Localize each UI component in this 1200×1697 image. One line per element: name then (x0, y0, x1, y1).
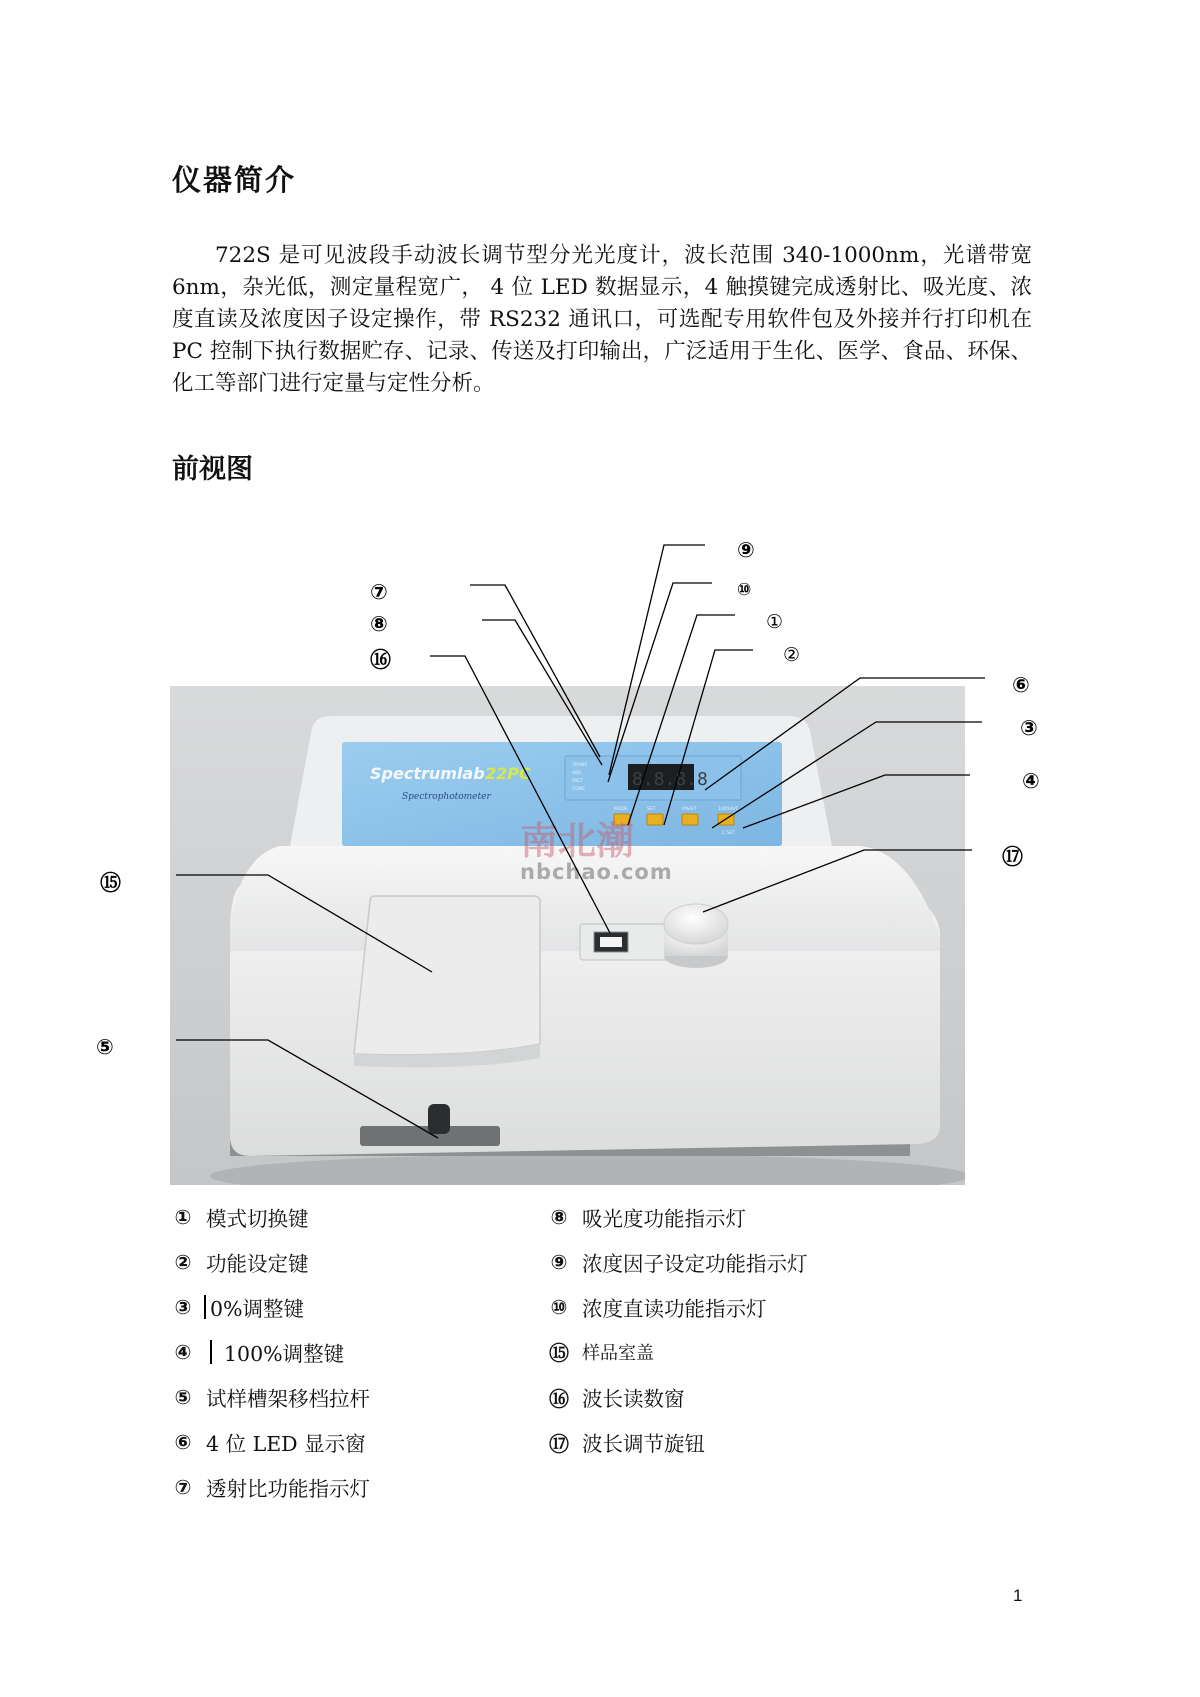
indicator-label-trans: TRANS (572, 763, 587, 768)
legend-num: ⑥ (174, 1430, 192, 1454)
callout-9: ⑨ (737, 538, 755, 562)
legend-num: ⑨ (550, 1250, 568, 1274)
legend-item (172, 1472, 370, 1502)
legend-label: 4 位 LED 显示窗 (206, 1432, 366, 1456)
page-number: 1 (1013, 1586, 1023, 1605)
callout-8: ⑧ (370, 612, 388, 636)
watermark-url: nbchao.com (520, 860, 673, 884)
page-title: 仪器简介 (172, 163, 297, 197)
legend-num: ⑤ (174, 1385, 192, 1409)
callout-15: ⑮ (100, 871, 121, 895)
legend-label: 浓度直读功能指示灯 (582, 1297, 767, 1321)
legend-label: 样品室盖 (582, 1342, 654, 1364)
legend-num: ② (174, 1250, 192, 1274)
legend-num: ⑮ (549, 1341, 569, 1365)
watermark-cn: 南北潮 (520, 819, 635, 863)
legend-item (172, 1427, 366, 1457)
key-sublabel: C.SET (722, 831, 736, 836)
down-arrow-icon (204, 1295, 206, 1319)
set-key[interactable] (647, 814, 663, 825)
key-label-set: SET (647, 807, 656, 812)
callout-17: ⑰ (1002, 845, 1023, 869)
legend-label: 0%调整键 (210, 1297, 305, 1321)
key-label-mode: MODE (614, 807, 628, 812)
legend-label: 功能设定键 (206, 1252, 309, 1276)
legend-item (548, 1382, 685, 1412)
legend-label: 100%调整键 (224, 1342, 345, 1366)
sample-compartment-lid (354, 896, 540, 1055)
legend-num: ④ (174, 1340, 192, 1364)
legend-num: ⑯ (549, 1386, 569, 1411)
zero-percent-key[interactable] (682, 814, 698, 825)
up-arrow-icon (210, 1340, 212, 1364)
callout-7: ⑦ (370, 580, 388, 604)
legend-item (172, 1292, 304, 1322)
hundred-percent-key[interactable] (718, 814, 734, 825)
legend-label: 浓度因子设定功能指示灯 (582, 1252, 808, 1276)
legend-item (172, 1382, 370, 1412)
instrument-photo (170, 686, 965, 1185)
callout-1: ① (766, 611, 784, 633)
callout-5: ⑤ (96, 1035, 114, 1059)
callout-16: ⑯ (370, 648, 391, 672)
legend-num: ⑦ (174, 1475, 192, 1499)
legend-item (172, 1337, 344, 1367)
section-title-front-view: 前视图 (172, 454, 253, 485)
indicator-label-abs: ABS (572, 771, 581, 776)
legend-num: ① (174, 1205, 192, 1229)
callout-10: ⑩ (737, 580, 752, 600)
legend-label: 波长读数窗 (582, 1387, 685, 1411)
legend-label: 波长调节旋钮 (582, 1432, 705, 1456)
legend-label: 试样槽架移档拉杆 (206, 1387, 370, 1411)
legend-item (172, 1202, 309, 1232)
legend-num: ⑰ (549, 1431, 569, 1456)
subtitle-label: Spectrophotometer (402, 792, 491, 802)
brand-label: Spectrumlab (370, 764, 485, 783)
legend-item (548, 1427, 705, 1457)
legend-label: 模式切换键 (206, 1207, 309, 1231)
callout-6: ⑥ (1012, 673, 1030, 697)
model-label: 22PC (485, 764, 531, 783)
legend-item (172, 1247, 309, 1277)
legend-label: 透射比功能指示灯 (206, 1477, 370, 1501)
legend-num: ⑩ (550, 1295, 568, 1319)
legend-num: ③ (174, 1295, 192, 1319)
indicator-label-fact: FACT (572, 779, 584, 784)
legend-label: 吸光度功能指示灯 (582, 1207, 746, 1231)
callout-3: ③ (1020, 716, 1038, 740)
callout-2: ② (783, 644, 801, 666)
sample-holder-lever[interactable] (428, 1104, 450, 1134)
indicator-label-conc: CONC (572, 787, 586, 792)
callout-4: ④ (1022, 769, 1040, 793)
key-label-zero: 0%A/T (682, 807, 697, 812)
led-readout: 8.8.8.8 (632, 769, 708, 790)
legend-item (548, 1292, 767, 1322)
legend-item (548, 1202, 746, 1232)
key-label-hundred: 100%A/T (718, 807, 739, 812)
legend-item (548, 1247, 808, 1277)
legend-item (548, 1337, 654, 1366)
legend-num: ⑧ (550, 1205, 568, 1229)
intro-paragraph: 722S 是可见波段手动波长调节型分光光度计，波长范围 340-1000nm，光谱带宽 6nm，杂光低，测定量程宽广， 4 位 LED 数据显示，4 触摸键完成透射比、吸光度、浓度直读及浓度因子设定操作，带 RS232 通讯口，可选配专用软件包及外接并行打印机在 PC 控制下执行数据贮存、记录、传送及打印输出，广泛适用于生化、医学、食品、环保、化工等部门进行定量与定性分析。 (172, 243, 1032, 396)
